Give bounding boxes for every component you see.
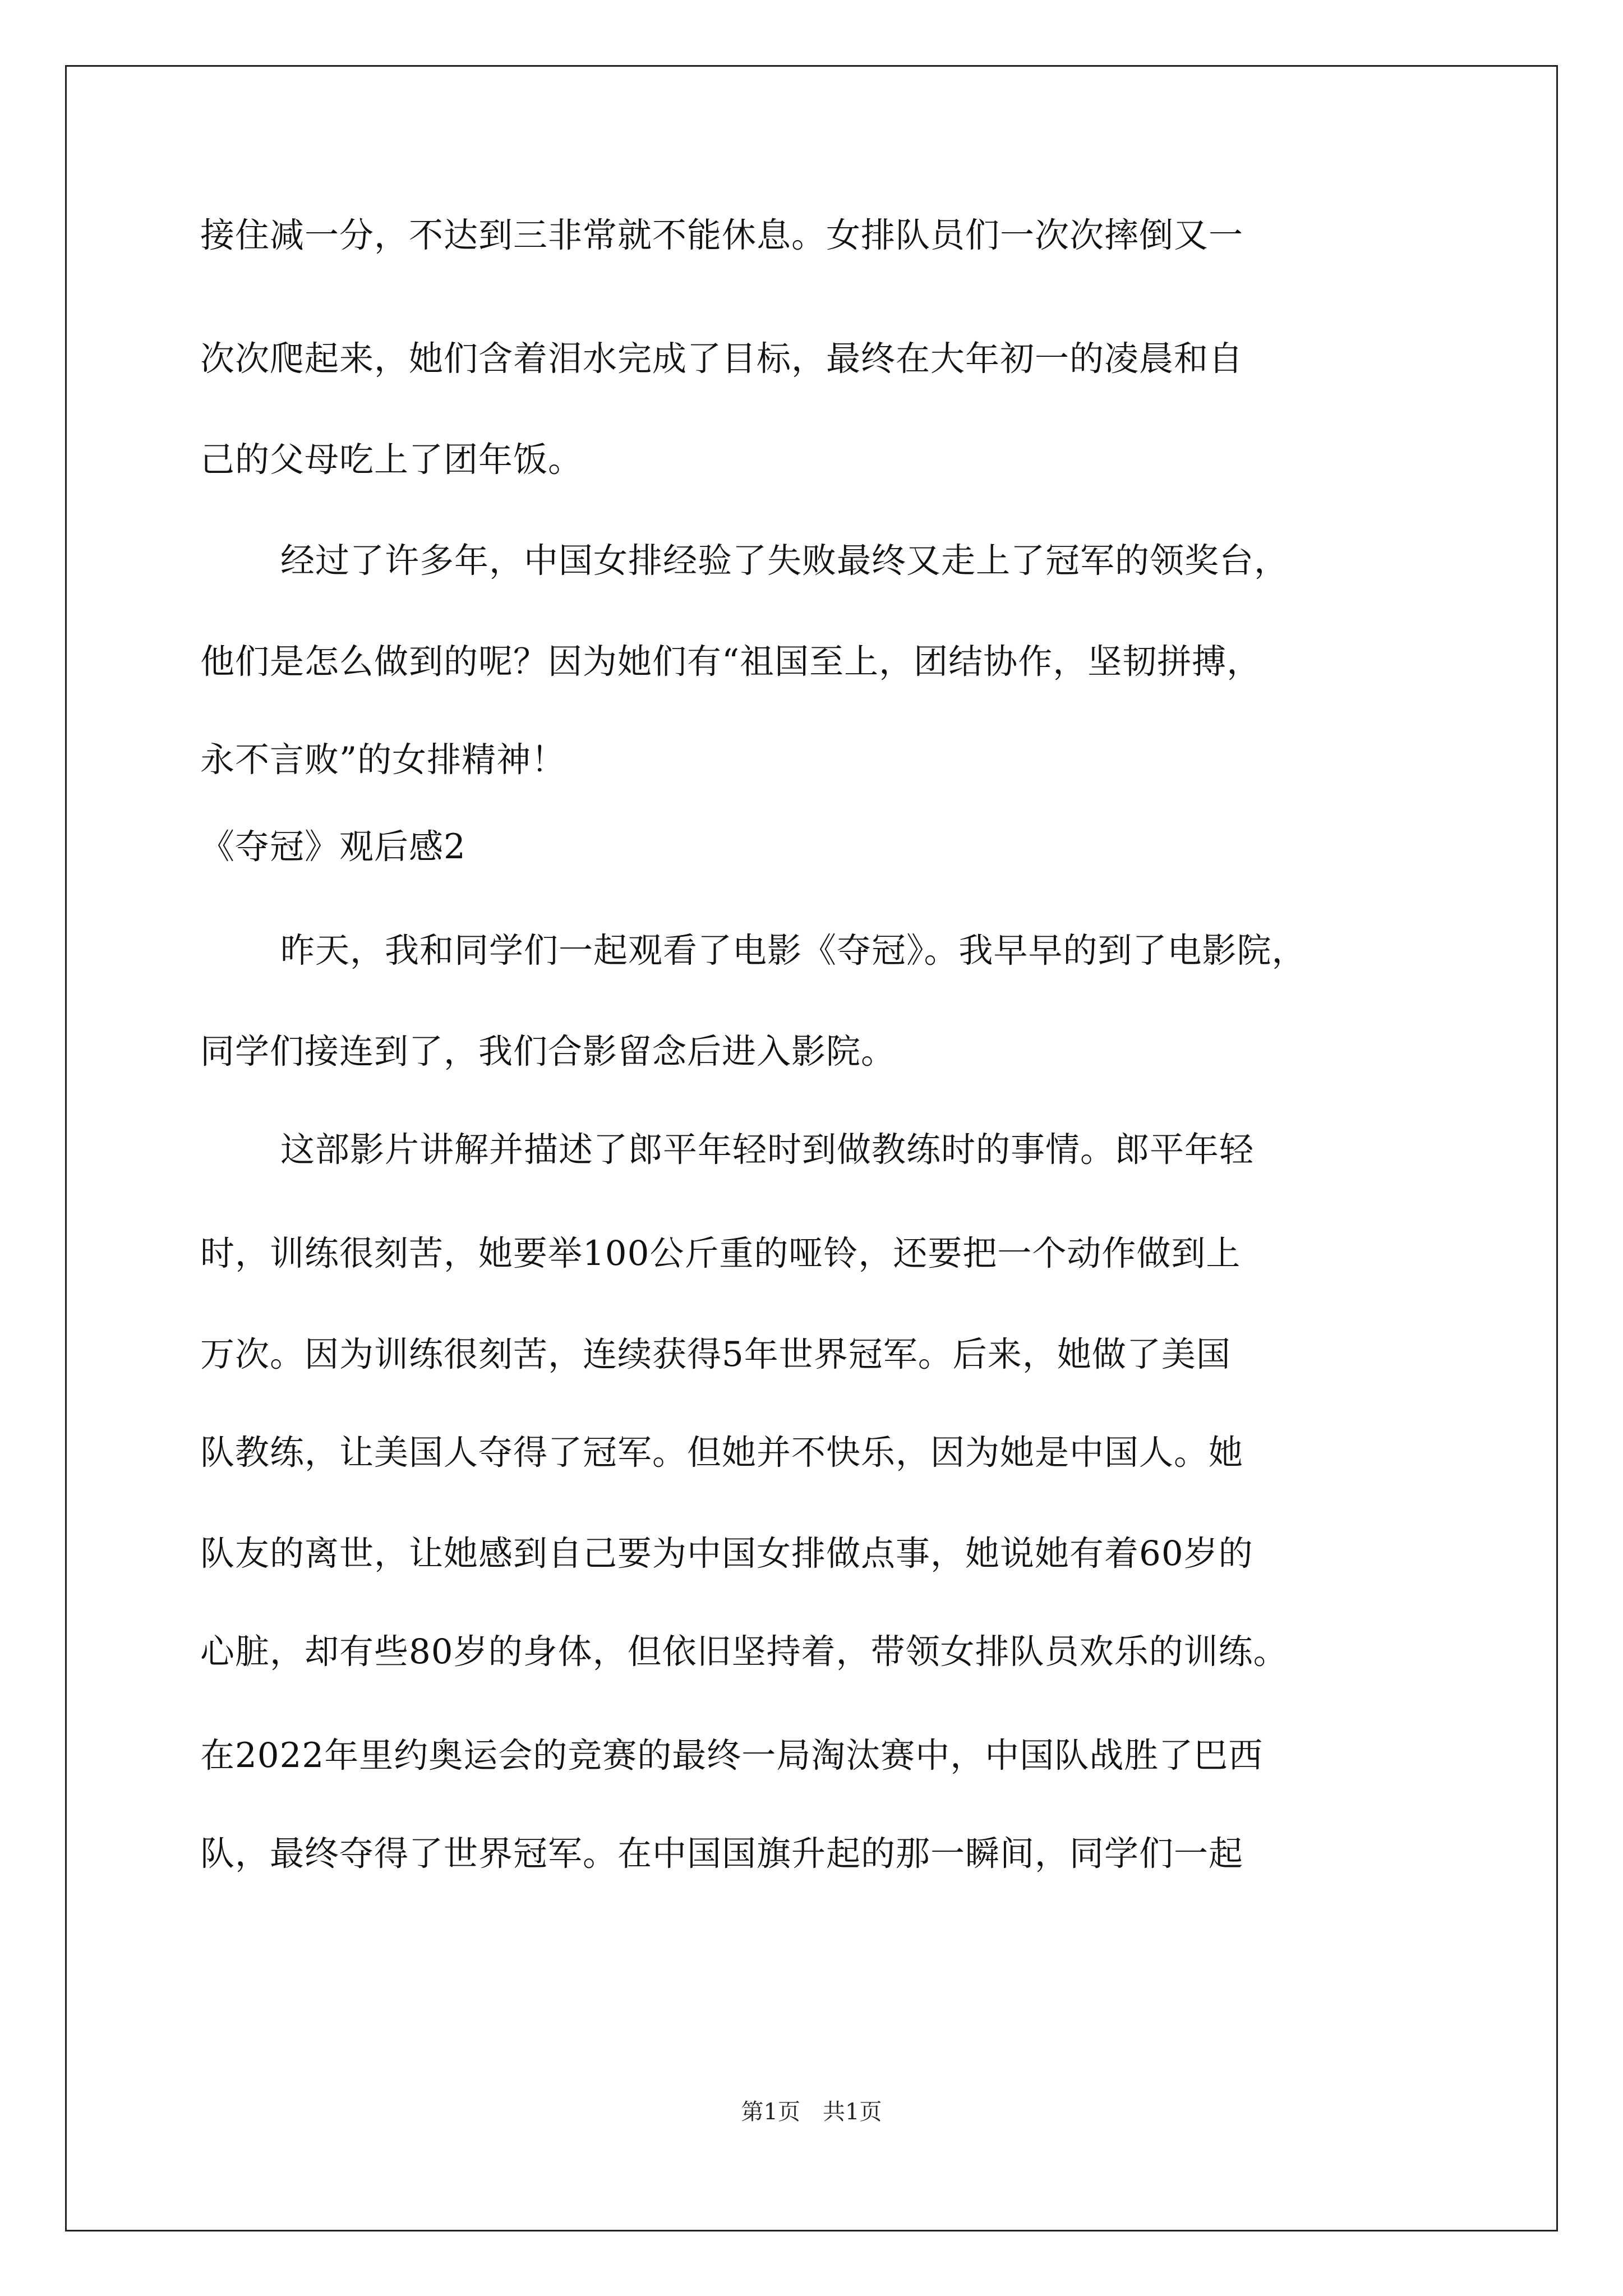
page-footer — [0, 2095, 1623, 2129]
text-line-9: 同学们接连到了，我们合影留念后进入影院。 — [200, 1032, 896, 1071]
text-line-17: 队，最终夺得了世界冠军。在中国国旗升起的那一瞬间，同学们一起 — [200, 1834, 1244, 1874]
text-line-15: 心脏，却有些80岁的身体，但依旧坚持着，带领女排队员欢乐的训练。 — [200, 1632, 1288, 1672]
text-line-12: 万次。因为训练很刻苦，连续获得5年世界冠军。后来，她做了美国 — [200, 1335, 1231, 1374]
text-line-4: 经过了许多年，中国女排经验了失败最终又走上了冠军的领奖台， — [280, 541, 1289, 581]
text-line-11: 时，训练很刻苦，她要举100公斤重的哑铃，还要把一个动作做到上 — [200, 1234, 1241, 1273]
section-heading: 《夺冠》观后感2 — [200, 827, 466, 867]
text-line-16: 在2022年里约奥运会的竞赛的最终一局淘汰赛中，中国队战胜了巴西 — [200, 1736, 1264, 1775]
page-total: 共1页 — [823, 2099, 882, 2125]
text-line-1: 接住减一分，不达到三非常就不能休息。女排队员们一次次摔倒又一 — [200, 215, 1244, 255]
text-line-2: 次次爬起来，她们含着泪水完成了目标，最终在大年初一的凌晨和自 — [200, 339, 1244, 379]
text-line-6: 永不言败”的女排精神！ — [200, 740, 566, 780]
text-line-3: 己的父母吃上了团年饭。 — [200, 440, 583, 480]
text-line-8: 昨天，我和同学们一起观看了电影《夺冠》。我早早的到了电影院， — [280, 931, 1307, 970]
text-line-14: 队友的离世，让她感到自己要为中国女排做点事，她说她有着60岁的 — [200, 1534, 1253, 1573]
page-number: 第1页 — [741, 2099, 800, 2125]
text-line-10: 这部影片讲解并描述了郎平年轻时到做教练时的事情。郎平年轻 — [280, 1130, 1255, 1170]
text-line-13: 队教练，让美国人夺得了冠军。但她并不快乐，因为她是中国人。她 — [200, 1433, 1244, 1473]
text-line-5: 他们是怎么做到的呢？因为她们有“祖国至上，团结协作，坚韧拼搏， — [200, 642, 1262, 682]
